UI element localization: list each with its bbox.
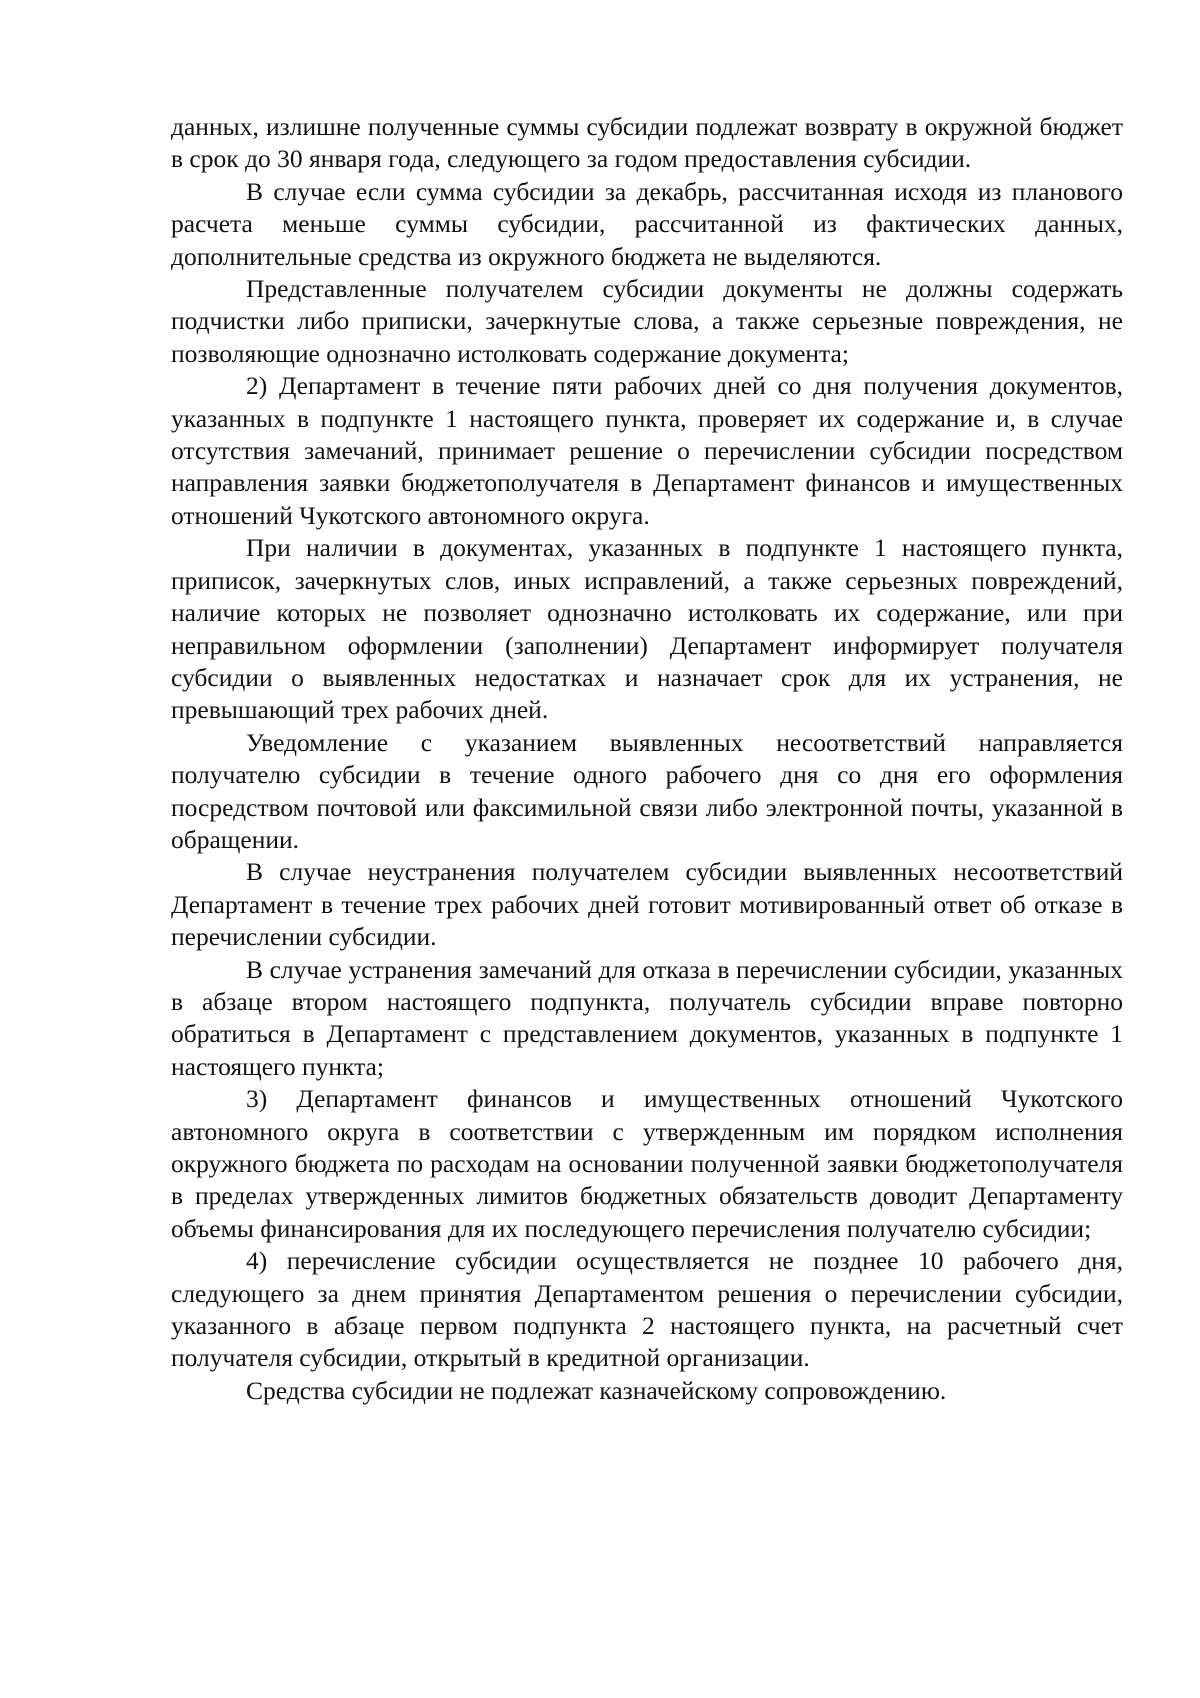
paragraph-3: Представленные получателем субсидии документы не должны содержать подчистки либо приписки, зачеркнутые слова, а также серьезные повреждения, не позволяющие однозначно истолковать содержание документа; xyxy=(171,274,1123,368)
paragraph-7: В случае неустранения получателем субсидии выявленных несоответствий Департамент в течение трех рабочих дней готовит мотивированный ответ об отказе в перечислении субсидии. xyxy=(171,857,1123,952)
paragraph-4: 2) Департамент в течение пяти рабочих дней со дня получения документов, указанных в подпункте 1 настоящего пункта, проверяет их содержание и, в случае отсутствия замечаний, принимает решение о перечислении субсидии посредством направления заявки бюджетополучателя в Департамент финансов и имущественных отношений Чукотского автономного округа. xyxy=(171,371,1123,530)
paragraph-2: В случае если сумма субсидии за декабрь, рассчитанная исходя из планового расчета меньше суммы субсидии, рассчитанной из фактических данных, дополнительные средства из окружного бюджета не выделяются. xyxy=(171,176,1123,271)
paragraph-8: В случае устранения замечаний для отказа в перечислении субсидии, указанных в абзаце втором настоящего подпункта, получатель субсидии вправе повторно обратиться в Департамент с представлением документов, указанных в подпункте 1 настоящего пункта; xyxy=(171,954,1123,1081)
paragraph-9: 3) Департамент финансов и имущественных отношений Чукотского автономного округа в соответствии с утвержденным им порядком исполнения окружного бюджета по расходам на основании полученной заявки бюджетополучателя в пределах утвержденных лимитов бюджетных обязательств доводит Департаменту объемы финансирования для их последующего перечисления получателю субсидии; xyxy=(171,1084,1123,1243)
paragraph-1: данных, излишне полученные суммы субсидии подлежат возврату в окружной бюджет в срок до 30 января года, следующего за годом предоставления субсидии. xyxy=(171,112,1123,174)
paragraph-5: При наличии в документах, указанных в подпункте 1 настоящего пункта, приписок, зачеркнутых слов, иных исправлений, а также серьезных повреждений, наличие которых не позволяет однозначно истолковать их содержание, или при неправильном оформлении (заполнении) Департамент информирует получателя субсидии о выявленных недостатках и назначает срок для их устранения, не превышающий трех рабочих дней. xyxy=(171,533,1123,725)
paragraph-6: Уведомление с указанием выявленных несоответствий направляется получателю субсидии в течение одного рабочего дня со дня его оформления посредством почтовой или факсимильной связи либо электронной почты, указанной в обращении. xyxy=(171,727,1123,854)
paragraph-10: 4) перечисление субсидии осуществляется не позднее 10 рабочего дня, следующего за днем принятия Департаментом решения о перечислении субсидии, указанного в абзаце первом подпункта 2 настоящего пункта, на расчетный счет получателя субсидии, открытый в кредитной организации. xyxy=(171,1246,1123,1373)
paragraph-11: Средства субсидии не подлежат казначейскому сопровождению. xyxy=(246,1375,947,1405)
document-body xyxy=(171,111,1123,1407)
